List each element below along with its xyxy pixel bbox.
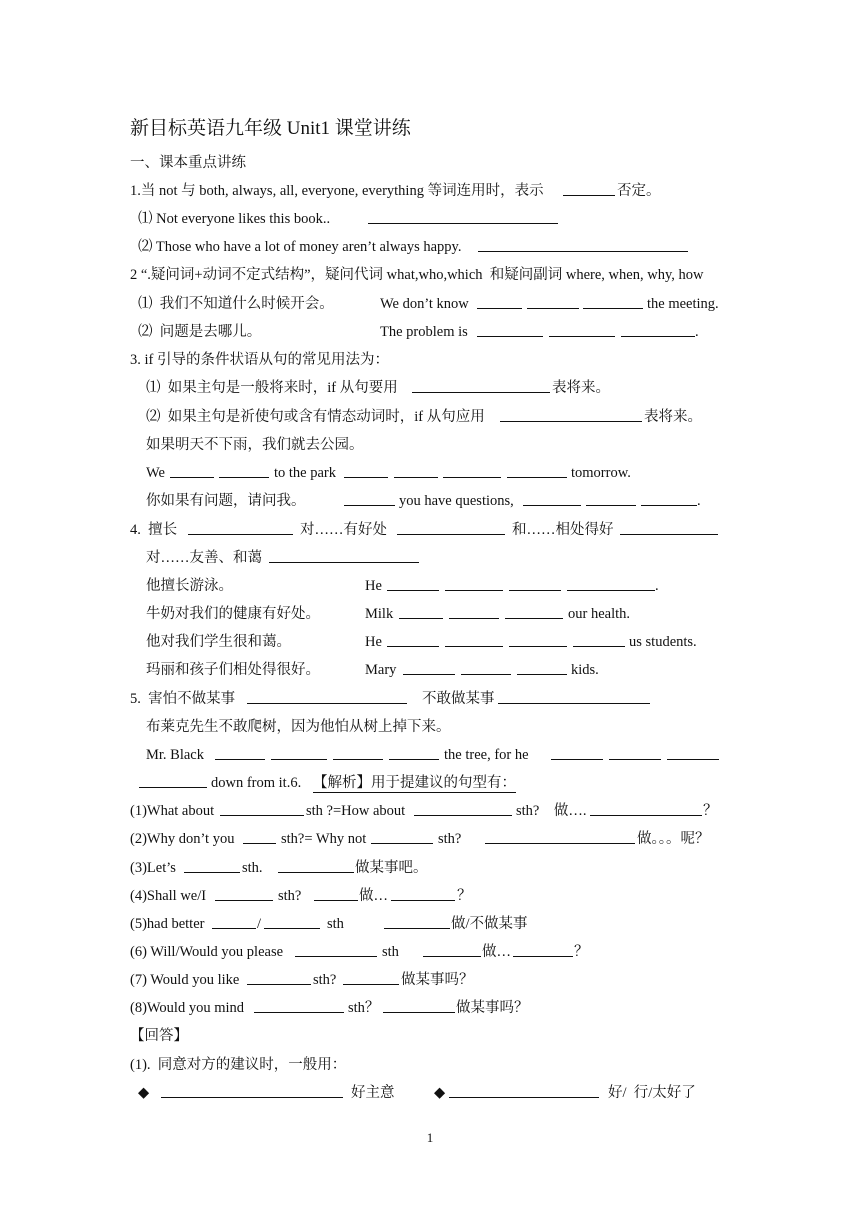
example-cn: 他擅长游泳。 bbox=[146, 578, 233, 594]
example-en-tail: us students. bbox=[629, 634, 697, 650]
blank[interactable] bbox=[526, 295, 580, 314]
blank[interactable] bbox=[253, 999, 345, 1018]
blank[interactable] bbox=[460, 661, 512, 680]
analysis-heading: 【解析】用于提建议的句型有： bbox=[313, 775, 516, 791]
example-en-tail: kids. bbox=[571, 662, 599, 678]
phrase-text: 对……有好处 bbox=[300, 522, 387, 538]
rule-text: ⑴ 如果主句是一般将来时，if 从句要用 bbox=[146, 380, 398, 396]
blank[interactable] bbox=[219, 802, 305, 821]
blank[interactable] bbox=[246, 971, 312, 990]
pattern-text: 做。。。呢？ bbox=[637, 831, 710, 847]
pattern-text: sth？ bbox=[348, 1000, 380, 1016]
example-en-tail: tomorrow. bbox=[571, 465, 631, 481]
blank[interactable] bbox=[214, 746, 266, 765]
question-mark: ？ bbox=[574, 944, 589, 960]
blank[interactable] bbox=[566, 577, 656, 596]
blank[interactable] bbox=[499, 408, 643, 427]
blank[interactable] bbox=[422, 943, 482, 962]
answer-option-text: 好/ 行/太好了 bbox=[608, 1085, 696, 1101]
pattern-text: (4)Shall we/I bbox=[130, 888, 207, 904]
blank[interactable] bbox=[343, 492, 396, 511]
phrase-text: 和……相处得好 bbox=[512, 522, 614, 538]
example-en-tail: our health. bbox=[568, 606, 631, 622]
blank[interactable] bbox=[585, 492, 637, 511]
blank[interactable] bbox=[508, 577, 562, 596]
example-en: Mary bbox=[365, 662, 397, 678]
pattern-text: sth? bbox=[438, 831, 462, 847]
blank[interactable] bbox=[666, 746, 720, 765]
example-en: We bbox=[146, 465, 165, 481]
phrase-text: 5. 害怕不做某事 bbox=[130, 691, 236, 707]
blank[interactable] bbox=[516, 661, 568, 680]
blank[interactable] bbox=[619, 521, 719, 540]
blank[interactable] bbox=[504, 605, 564, 624]
pattern-text: (5)had better bbox=[130, 916, 205, 932]
blank[interactable] bbox=[370, 830, 434, 849]
blank[interactable] bbox=[343, 464, 389, 483]
blank[interactable] bbox=[393, 464, 439, 483]
pattern-text: (2)Why don’t you bbox=[130, 831, 235, 847]
blank[interactable] bbox=[508, 633, 568, 652]
period: . bbox=[695, 324, 699, 340]
blank[interactable] bbox=[442, 464, 502, 483]
blank[interactable] bbox=[383, 915, 451, 934]
blank[interactable] bbox=[448, 605, 500, 624]
blank[interactable] bbox=[211, 915, 257, 934]
example-en: down from it.6. bbox=[211, 775, 302, 791]
pattern-text: 做某事吗？ bbox=[401, 972, 474, 988]
point-2-text: 2 “.疑问词+动词不定式结构”，疑问代词 what,who,which 和疑问副词 where, when, why, how bbox=[130, 267, 704, 283]
example-en-tail: the meeting. bbox=[647, 296, 719, 312]
pattern-text: (1)What about bbox=[130, 803, 215, 819]
blank[interactable] bbox=[386, 633, 440, 652]
blank[interactable] bbox=[448, 1084, 600, 1103]
rule-tail: 表将来。 bbox=[644, 409, 702, 425]
slash: / bbox=[257, 916, 262, 932]
example-en: you have questions, bbox=[399, 493, 514, 509]
blank[interactable] bbox=[396, 521, 506, 540]
example-en: The problem is bbox=[380, 324, 468, 340]
blank[interactable] bbox=[640, 492, 698, 511]
pattern-text: 做某事吗？ bbox=[456, 1000, 529, 1016]
point-1-tail: 否定。 bbox=[617, 183, 661, 199]
phrase-text: 对……友善、和蔼 bbox=[146, 550, 262, 566]
pattern-text: sth? 做…. bbox=[516, 803, 587, 819]
blank[interactable] bbox=[398, 605, 444, 624]
pattern-text: 做… bbox=[482, 944, 511, 960]
blank[interactable] bbox=[242, 830, 277, 849]
blank[interactable] bbox=[550, 746, 604, 765]
page-number: 1 bbox=[426, 1130, 434, 1145]
example-en: Mr. Black bbox=[146, 747, 204, 763]
blank[interactable] bbox=[386, 577, 440, 596]
section-text: 一、课本重点讲练 bbox=[130, 155, 246, 171]
blank[interactable] bbox=[497, 690, 651, 709]
blank[interactable] bbox=[522, 492, 582, 511]
example-cn: ⑵ 问题是去哪儿。 bbox=[138, 324, 262, 340]
pattern-text: sth ?=How about bbox=[306, 803, 406, 819]
answer-text: (1). 同意对方的建议时，一般用： bbox=[130, 1057, 347, 1073]
blank[interactable] bbox=[411, 379, 551, 398]
blank[interactable] bbox=[187, 521, 294, 540]
period: . bbox=[655, 578, 659, 594]
blank[interactable] bbox=[589, 802, 703, 821]
question-mark: ？ bbox=[703, 803, 718, 819]
period: . bbox=[697, 493, 701, 509]
blank[interactable] bbox=[313, 887, 359, 906]
blank[interactable] bbox=[294, 943, 378, 962]
blank[interactable] bbox=[270, 746, 328, 765]
blank[interactable] bbox=[572, 633, 626, 652]
example-cn: 牛奶对我们的健康有好处。 bbox=[146, 606, 320, 622]
pattern-text: (6) Will/Would you please bbox=[130, 944, 284, 960]
blank[interactable] bbox=[620, 323, 696, 342]
blank[interactable] bbox=[512, 943, 574, 962]
diamond-bullet-icon: ◆ bbox=[138, 1085, 150, 1101]
phrase-text: 4. 擅长 bbox=[130, 522, 178, 538]
pattern-text: (7) Would you like bbox=[130, 972, 240, 988]
blank[interactable] bbox=[444, 633, 504, 652]
blank[interactable] bbox=[218, 464, 270, 483]
question-mark: ？ bbox=[457, 888, 472, 904]
point-3-text: 3. if 引导的条件状语从句的常见用法为： bbox=[130, 352, 389, 368]
blank[interactable] bbox=[506, 464, 568, 483]
pattern-text: sth bbox=[327, 916, 344, 932]
blank[interactable] bbox=[246, 690, 408, 709]
blank[interactable] bbox=[476, 323, 544, 342]
sentence-text: ⑵ Those who have a lot of money aren’t always happy. bbox=[138, 239, 462, 255]
pattern-text: 做/不做某事 bbox=[451, 916, 528, 932]
blank[interactable] bbox=[332, 746, 384, 765]
pattern-text: (3)Let’s bbox=[130, 860, 176, 876]
blank[interactable] bbox=[484, 830, 636, 849]
blank[interactable] bbox=[367, 210, 559, 229]
blank[interactable] bbox=[214, 887, 274, 906]
example-cn: ⑴ 我们不知道什么时候开会。 bbox=[138, 296, 334, 312]
example-en: the tree, for he bbox=[444, 747, 529, 763]
blank[interactable] bbox=[562, 182, 616, 201]
example-cn: 你如果有问题，请问我。 bbox=[146, 493, 306, 509]
diamond-bullet-icon: ◆ bbox=[434, 1085, 446, 1101]
example-en: Milk bbox=[365, 606, 394, 622]
rule-tail: 表将来。 bbox=[552, 380, 610, 396]
blank[interactable] bbox=[608, 746, 662, 765]
example-cn: 如果明天不下雨，我们就去公园。 bbox=[146, 437, 364, 453]
pattern-text: (8)Would you mind bbox=[130, 1000, 245, 1016]
blank[interactable] bbox=[138, 774, 208, 793]
example-cn: 布莱克先生不敢爬树，因为他怕从树上掉下来。 bbox=[146, 719, 451, 735]
point-1-text: 1.当 not 与 both, always, all, everyone, everything 等词连用时，表示 bbox=[130, 183, 544, 199]
blank[interactable] bbox=[413, 802, 513, 821]
pattern-text: sth? bbox=[313, 972, 337, 988]
phrase-text: 不敢做某事 bbox=[422, 691, 495, 707]
sentence-text: ⑴ Not everyone likes this book.. bbox=[138, 211, 331, 227]
blank[interactable] bbox=[382, 999, 456, 1018]
example-en: to the park bbox=[274, 465, 337, 481]
rule-text: ⑵ 如果主句是祈使句或含有情态动词时，if 从句应用 bbox=[146, 409, 485, 425]
blank[interactable] bbox=[402, 661, 456, 680]
blank[interactable] bbox=[476, 295, 523, 314]
blank[interactable] bbox=[388, 746, 440, 765]
pattern-text: sth? bbox=[278, 888, 302, 904]
blank[interactable] bbox=[582, 295, 644, 314]
pattern-text: 做某事吧。 bbox=[355, 860, 428, 876]
blank[interactable] bbox=[277, 859, 355, 878]
blank[interactable] bbox=[342, 971, 400, 990]
pattern-text: sth bbox=[382, 944, 399, 960]
blank[interactable] bbox=[169, 464, 215, 483]
example-en: He bbox=[365, 634, 382, 650]
blank[interactable] bbox=[477, 238, 689, 257]
title-text: 新目标英语九年级 Unit1 课堂讲练 bbox=[130, 118, 411, 139]
blank[interactable] bbox=[268, 549, 420, 568]
example-en: He bbox=[365, 578, 382, 594]
blank[interactable] bbox=[444, 577, 504, 596]
pattern-text: sth?= Why not bbox=[281, 831, 367, 847]
example-en: We don’t know bbox=[380, 296, 469, 312]
blank[interactable] bbox=[160, 1084, 344, 1103]
blank[interactable] bbox=[183, 859, 241, 878]
blank[interactable] bbox=[548, 323, 616, 342]
example-cn: 他对我们学生很和蔼。 bbox=[146, 634, 291, 650]
blank[interactable] bbox=[390, 887, 456, 906]
answer-heading-text: 【回答】 bbox=[130, 1028, 188, 1044]
pattern-text: sth. bbox=[242, 860, 263, 876]
example-cn: 玛丽和孩子们相处得很好。 bbox=[146, 662, 320, 678]
pattern-text: 做… bbox=[359, 888, 388, 904]
answer-option-text: 好主意 bbox=[351, 1085, 395, 1101]
blank[interactable] bbox=[263, 915, 321, 934]
